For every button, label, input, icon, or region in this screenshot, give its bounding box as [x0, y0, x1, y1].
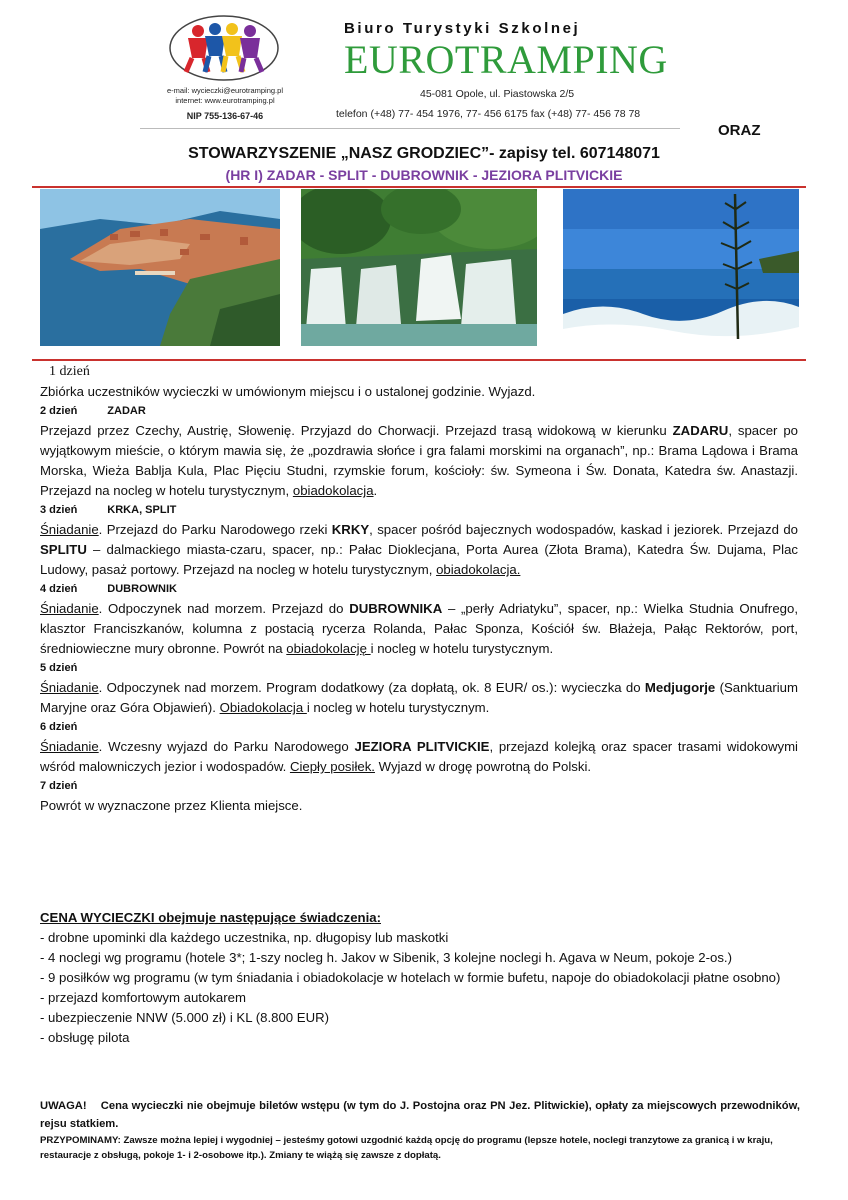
address-text: 45-081 Opole, ul. Piastowska 2/5	[420, 88, 575, 100]
day4-text-c: DUBROWNIKA	[349, 601, 443, 616]
day2-place: ZADAR	[107, 405, 146, 417]
association-heading: STOWARZYSZENIE „NASZ GRODZIEC”- zapisy tel. 607148071	[188, 145, 660, 162]
day4-text-b: . Odpoczynek nad morzem. Przejazd do	[98, 601, 350, 616]
brand-name: EUROTRAMPING	[344, 37, 668, 82]
day6-label: 6 dzień	[40, 721, 78, 733]
price-item: - drobne upominki dla każdego uczestnika, np. długopisy lub maskotki	[40, 930, 449, 945]
price-item: - 9 posiłków wg programu (w tym śniadania i obiadokolacje w hotelach w formie bufetu, napoje do obiadokolacji płatne osobno)	[40, 970, 781, 985]
sea-coast-photo	[563, 189, 799, 346]
website-text[interactable]: internet: www.eurotramping.pl	[175, 96, 275, 105]
day2-label: 2 dzień	[40, 405, 78, 417]
price-item: - przejazd komfortowym autokarem	[40, 990, 246, 1005]
price-item: - obsługę pilota	[40, 1030, 130, 1045]
day2-text-c: , spacer po wyjątkowym mieście, o którym mawia się, że „pozdrawia słońce i gra falami morskimi na organach”, np.: Brama Lądowa i Brama Morska, Wieża Bablja Kula, Plac Pięciu Studni, rzymskie forum, kościoły: św. Symeona i Św. Donata, Katedra św. Anastazji. Przejazd na nocleg w hotelu turystycznym,	[40, 423, 799, 498]
day7-label: 7 dzień	[40, 780, 78, 792]
day3-label: 3 dzień	[40, 504, 78, 516]
day3-text-g: obiadokolacja.	[436, 562, 521, 577]
krka-waterfall-photo	[301, 189, 537, 346]
day1-text: Zbiórka uczestników wycieczki w umówionym miejscu i o ustalonej godzinie. Wyjazd.	[40, 384, 536, 399]
day6-text-e: Ciepły posiłek.	[289, 759, 375, 774]
day4-text-e: obiadokolację	[286, 641, 371, 656]
warning-label: UWAGA!	[40, 1100, 87, 1112]
day5-text-f: i nocleg w hotelu turystycznym.	[306, 700, 490, 715]
day6-text-a: Śniadanie	[40, 739, 99, 754]
reminder-text: Zawsze można lepiej i wygodniej – jesteśmy gotowi uzgodnić każdą opcję do programu (lepsze hotele, noclegi tranzytowe za granicą i w kraju, restauracje z obsługą, pokoje 1- i 2-osobowe itp.). Zmiany te wiążą się zawsze z dopłatą.	[40, 1135, 773, 1161]
day6-text-d: , przejazd kolejką oraz spacer trasami widokowymi wśród malowniczych jezior i wodospadów.	[40, 739, 798, 774]
day3-header	[40, 501, 798, 520]
day3-text-b: . Przejazd do Parku Narodowego rzeki	[98, 522, 332, 537]
day1-label: 1 dzień	[49, 364, 90, 379]
company-logo	[168, 14, 280, 82]
day4-text-a: Śniadanie	[40, 601, 99, 616]
day3-text-a: Śniadanie	[40, 522, 99, 537]
dubrovnik-photo	[40, 189, 280, 346]
day5-text-e: Obiadokolacja	[219, 700, 307, 715]
day3-text-c: KRKY	[331, 522, 370, 537]
price-section	[40, 908, 798, 1048]
warning-text: Cena wycieczki nie obejmuje biletów wstępu (w tym do J. Postojna oraz PN Jez. Plitwickie), opłaty za miejscowych przewodników, rejsu statkiem.	[40, 1100, 800, 1130]
day3-text-f: – dalmackiego miasta-czaru, spacer, np.: Pałac Dioklecjana, Porta Aurea (Złota Brama), Katedra Św. Dujama, Plac Ludowy, pasaż portowy. Przejazd na nocleg w hotelu turystycznym,	[40, 542, 798, 577]
day4-header	[40, 580, 798, 599]
trip-route-title: (HR I) ZADAR - SPLIT - DUBROWNIK - JEZIORA PLITVICKIE	[225, 167, 623, 183]
day6-text-c: JEZIORA PLITVICKIE	[354, 739, 490, 754]
header-divider	[140, 128, 680, 129]
photos-red-divider	[32, 359, 806, 361]
day4-place: DUBROWNIK	[107, 583, 177, 595]
day3-text	[40, 520, 798, 580]
day6-text-b: . Wczesny wyjazd do Parku Narodowego	[98, 739, 355, 754]
day2-text-a: Przejazd przez Czechy, Austrię, Słowenię. Przyjazd do Chorwacji. Przejazd trasą widokową w kierunku	[40, 423, 673, 438]
phones-text: telefon (+48) 77- 454 1976, 77- 456 6175 fax (+48) 77- 456 78 78	[336, 108, 641, 120]
itinerary	[40, 362, 798, 816]
day4-text-d: – „perły Adriatyku”, spacer, np.: Wielka Studnia Onufrego, klasztor Franciszkanów, kolumna z postacią rycerza Rolanda, Pałac Sponza, Kościół św. Błażeja, Pałąc Rektorów, port, średniowieczne mury obronne. Powrót na	[40, 601, 798, 656]
day2-text-b: ZADARU	[672, 423, 729, 438]
oraz-label: ORAZ	[718, 122, 761, 139]
day5-text-a: Śniadanie	[40, 680, 99, 695]
day5-text-d: (Sanktuarium Maryjne oraz Góra Objawień).	[40, 680, 798, 715]
day6-text	[40, 737, 798, 777]
contact-block	[150, 86, 300, 121]
day3-text-d: , spacer pośród bajecznych wodospadów, kaskad i jeziorek. Przejazd do	[369, 522, 798, 537]
agency-tagline: Biuro Turystyki Szkolnej	[344, 20, 581, 37]
day3-text-e: SPLITU	[40, 542, 87, 557]
price-item: - 4 noclegi wg programu (hotele 3*; 1-szy nocleg h. Jakov w Sibenik, 3 kolejne noclegi h. Agava w Neum, pokoje 2-os.)	[40, 950, 732, 965]
day2-text-d: obiadokolacja	[292, 483, 374, 498]
day5-text-c: Medjugorje	[644, 680, 716, 695]
day4-text-f: i nocleg w hotelu turystycznym.	[370, 641, 554, 656]
warning-note	[40, 1097, 800, 1133]
day4-text	[40, 599, 798, 659]
day2-text-e: .	[373, 483, 378, 498]
reminder-label: PRZYPOMINAMY:	[40, 1135, 121, 1146]
day3-place: KRKA, SPLIT	[107, 504, 177, 516]
day5-text-b: . Odpoczynek nad morzem. Program dodatkowy (za dopłatą, ok. 8 EUR/ os.): wycieczka do	[98, 680, 645, 695]
price-item: - ubezpieczenie NNW (5.000 zł) i KL (8.800 EUR)	[40, 1010, 330, 1025]
nip-text: NIP 755-136-67-46	[186, 111, 264, 121]
top-red-divider	[32, 186, 806, 188]
day4-label: 4 dzień	[40, 583, 78, 595]
day7-text: Powrót w wyznaczone przez Klienta miejsce.	[40, 798, 303, 813]
day2-header	[40, 402, 798, 421]
day2-text	[40, 421, 798, 501]
day6-text-f: Wyjazd w drogę powrotną do Polski.	[374, 759, 592, 774]
email-text[interactable]: e-mail: wycieczki@eurotramping.pl	[167, 86, 283, 95]
reminder-note	[40, 1133, 806, 1163]
price-title: CENA WYCIECZKI obejmuje następujące świadczenia:	[40, 910, 381, 925]
day5-label: 5 dzień	[40, 662, 78, 674]
day5-text	[40, 678, 798, 718]
